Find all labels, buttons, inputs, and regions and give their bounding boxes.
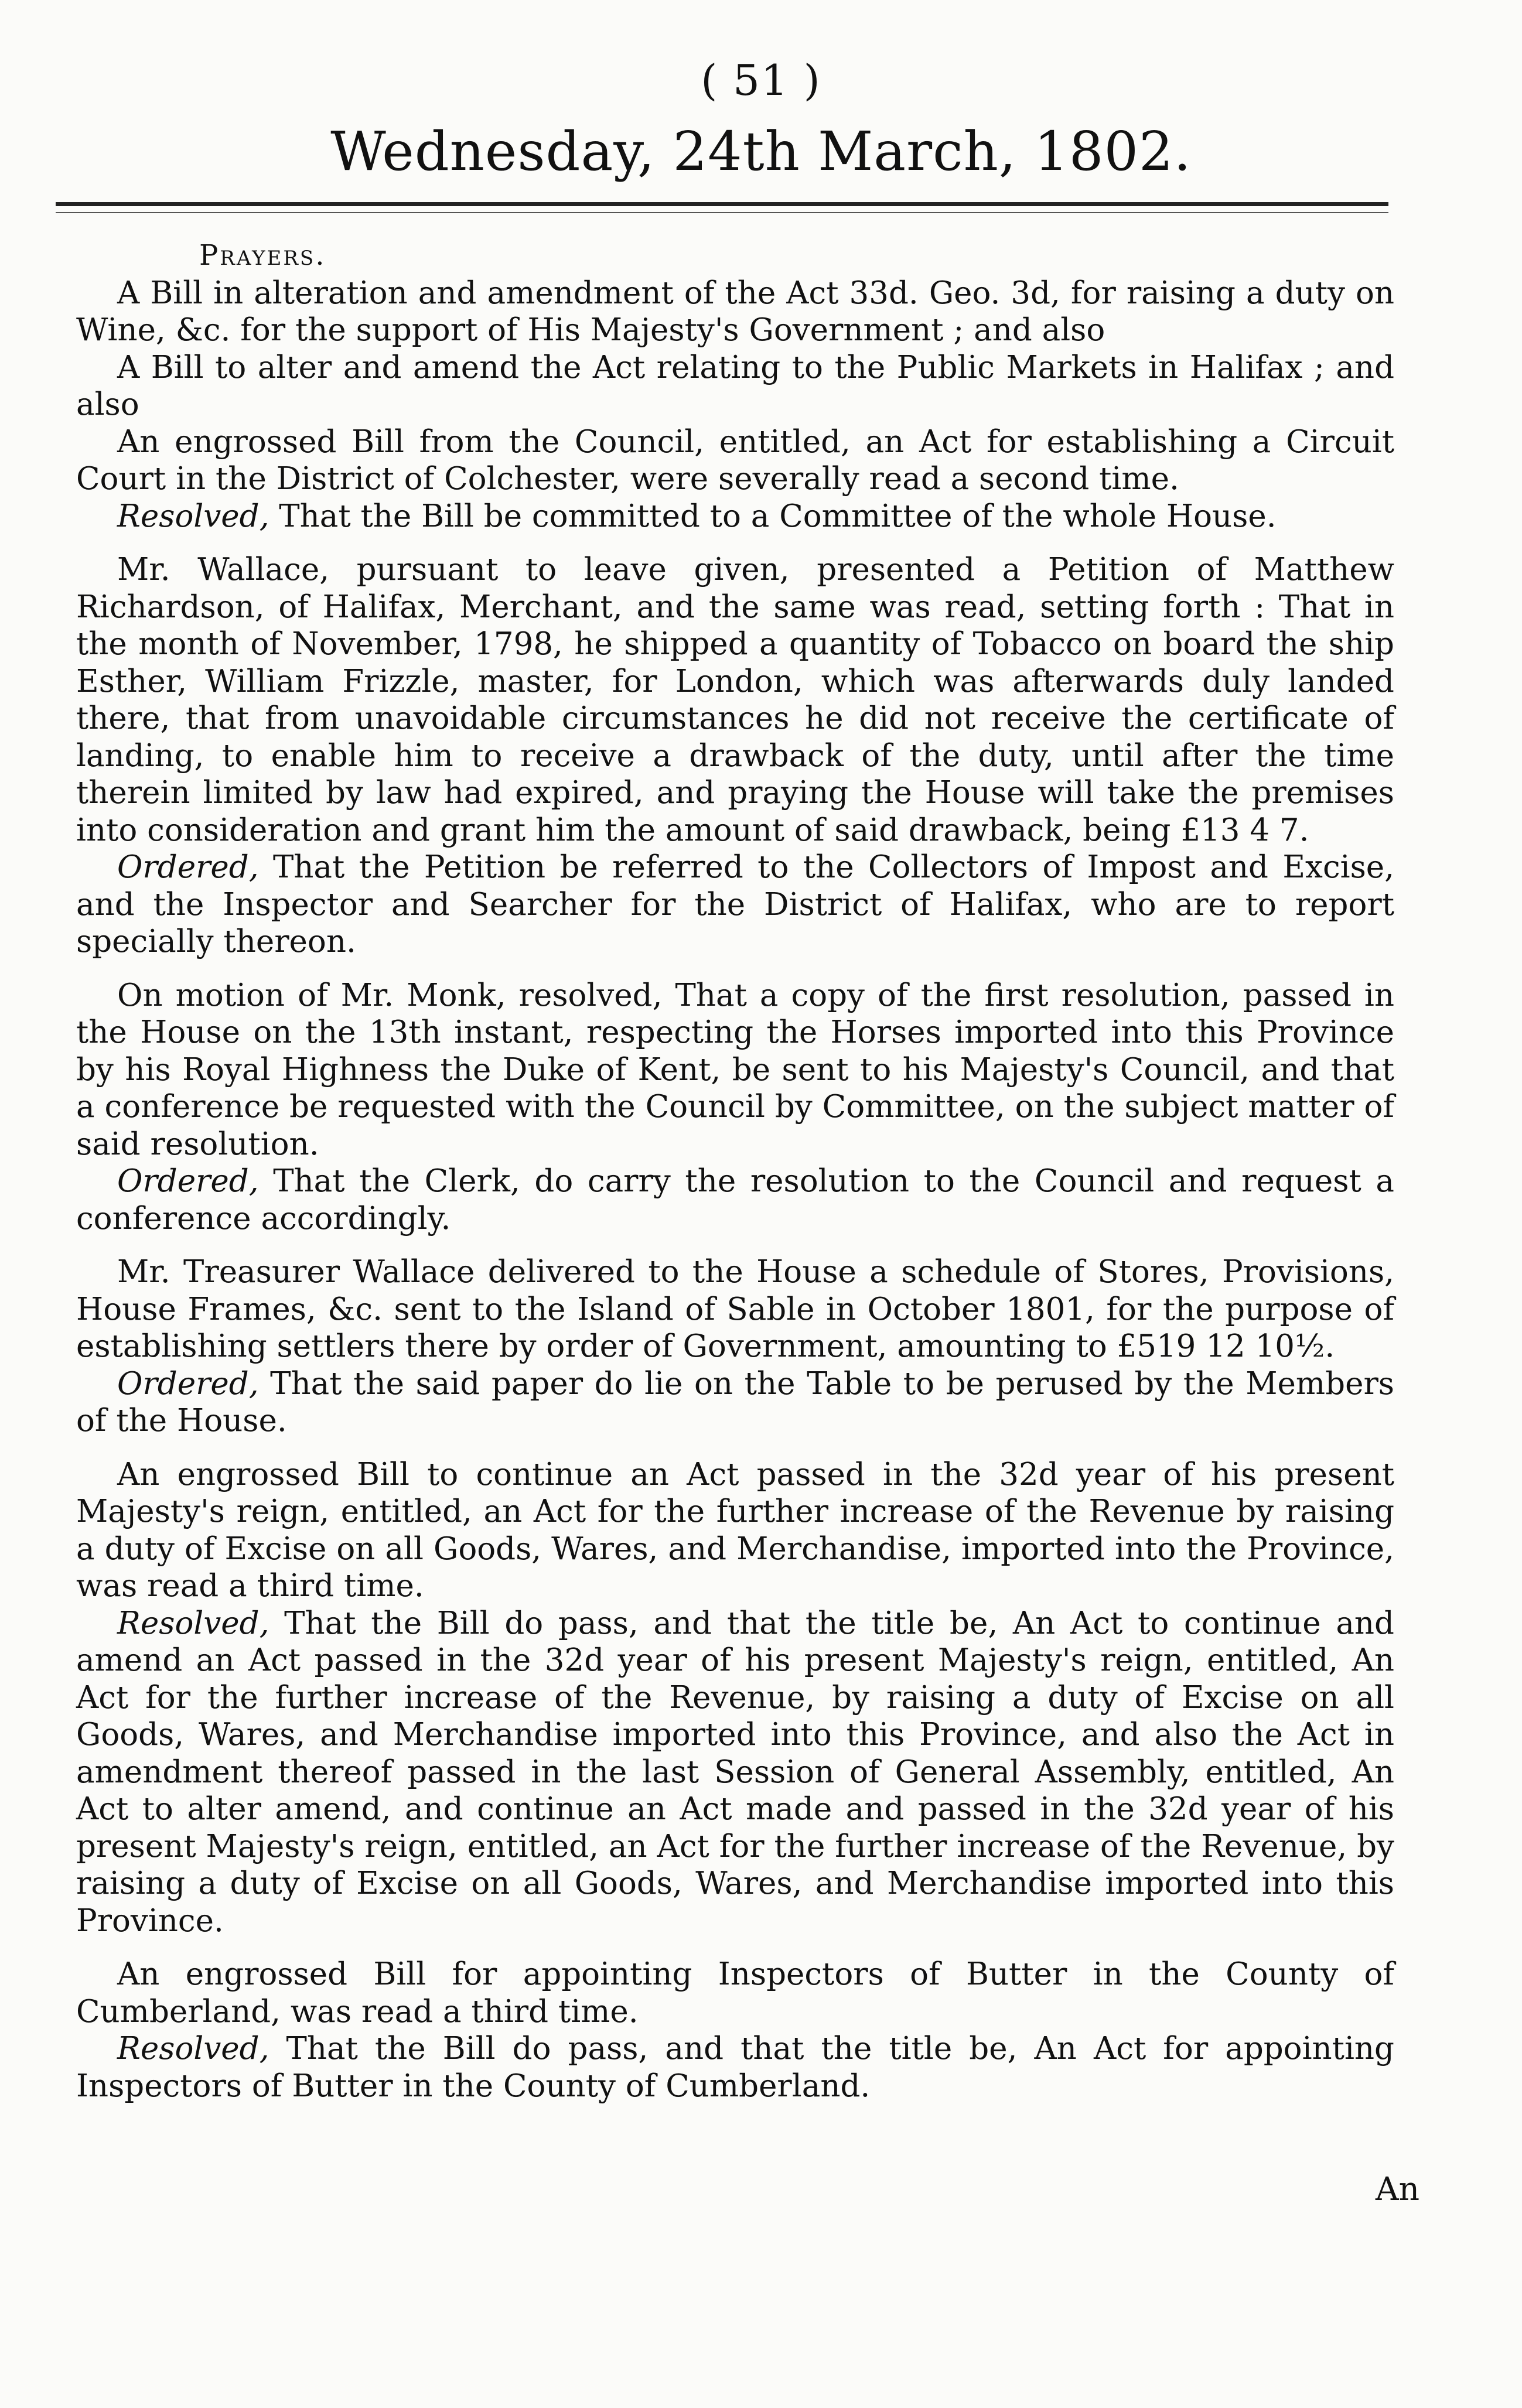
- paragraph-text: That the Petition be referred to the Collectors of Impost and Excise, and the Inspector and Searcher for the District of Halifax, who are to report specially thereon.: [76, 849, 1394, 959]
- page-number: ( 51 ): [701, 56, 821, 105]
- paragraph-lead: Resolved,: [117, 1605, 269, 1641]
- paragraph-lead: Resolved,: [117, 2031, 269, 2067]
- paragraph: [76, 551, 1394, 849]
- date-heading: Wednesday, 24th March, 1802.: [330, 120, 1192, 183]
- paragraph-text: That the Bill do pass, and that the title be, An Act to continue and amend an Act passed in the 32d year of his present Majesty's reign, entitled, An Act for the further increase of the Revenue, by raising a duty of Excise on all Goods, Wares, and Merchandise imported into this Province, and also the Act in amendment thereof passed in the last Session of General Assembly, entitled, An Act to alter amend, and continue an Act made and passed in the 32d year of his present Majesty's reign, entitled, an Act for the further increase of the Revenue, by raising a duty of Excise on all Goods, Wares, and Merchandise imported into this Province.: [76, 1605, 1394, 1939]
- paragraph: [76, 849, 1394, 961]
- paragraph-text: An engrossed Bill from the Council, entitled, an Act for establishing a Circuit Court in the District of Colchester, were severally read a second time.: [76, 423, 1394, 497]
- paragraph: [76, 1253, 1394, 1365]
- paragraph: [76, 2030, 1394, 2105]
- paragraph-lead: Ordered,: [117, 1163, 259, 1199]
- paragraph-text: That the Bill be committed to a Committee of the whole House.: [269, 498, 1277, 534]
- paragraph-text: A Bill to alter and amend the Act relating to the Public Markets in Halifax ; and also: [76, 349, 1394, 422]
- paragraph: [76, 1605, 1394, 1940]
- paragraph-text: That the Clerk, do carry the resolution to the Council and request a conference accordingly.: [76, 1163, 1394, 1237]
- paragraph: [76, 349, 1394, 423]
- paragraph: [76, 1956, 1394, 2030]
- paragraph-list: [76, 275, 1394, 2105]
- prayers-heading: Prayers.: [199, 239, 326, 272]
- paragraph-text: That the said paper do lie on the Table to be perused by the Members of the House.: [76, 1365, 1394, 1439]
- journal-body: [76, 237, 1394, 2105]
- paragraph: [76, 1365, 1394, 1440]
- catchword: An: [1375, 2170, 1419, 2208]
- paragraph: [76, 275, 1394, 349]
- paragraph: [76, 423, 1394, 498]
- paragraph-text: That the Bill do pass, and that the title be, An Act for appointing Inspectors of Butter in the County of Cumberland.: [76, 2031, 1394, 2104]
- paragraph-text: On motion of Mr. Monk, resolved, That a copy of the first resolution, passed in the House on the 13th instant, respecting the Horses imported into this Province by his Royal Highness the Duke of Kent, be sent to his Majesty's Council, and that a conference be requested with the Council by Committee, on the subject matter of said resolution.: [76, 977, 1394, 1162]
- paragraph-lead: Ordered,: [117, 1365, 259, 1402]
- paragraph-text: A Bill in alteration and amendment of the Act 33d. Geo. 3d, for raising a duty on Wine, &c. for the support of His Majesty's Government ; and also: [76, 275, 1394, 348]
- paragraph-lead: Resolved,: [117, 498, 269, 534]
- paragraph-text: Mr. Wallace, pursuant to leave given, presented a Petition of Matthew Richardson, of Halifax, Merchant, and the same was read, setting forth : That in the month of November, 1798, he shipped a quantity of Tobacco on board the ship Esther, William Frizzle, master, for London, which was afterwards duly landed there, that from unavoidable circumstances he did not receive the certificate of landing, to enable him to receive a drawback of the duty, until after the time therein limited by law had expired, and praying the House will take the premises into consideration and grant him the amount of said drawback, being £13 4 7.: [76, 552, 1394, 848]
- paragraph-lead: Ordered,: [117, 849, 259, 885]
- heading-rule-thin: [56, 212, 1388, 213]
- heading-rule: [56, 202, 1388, 206]
- paragraph-text: Mr. Treasurer Wallace delivered to the House a schedule of Stores, Provisions, House Frames, &c. sent to the Island of Sable in October 1801, for the purpose of establishing settlers there by order of Government, amounting to £519 12 10½.: [76, 1254, 1394, 1364]
- paragraph: [76, 977, 1394, 1163]
- paragraph-text: An engrossed Bill for appointing Inspectors of Butter in the County of Cumberland, was read a third time.: [76, 1956, 1394, 2030]
- paragraph-text: An engrossed Bill to continue an Act passed in the 32d year of his present Majesty's reign, entitled, an Act for the further increase of the Revenue by raising a duty of Excise on all Goods, Wares, and Merchandise, imported into the Province, was read a third time.: [76, 1456, 1394, 1604]
- paragraph: [76, 1163, 1394, 1237]
- paragraph: [76, 1456, 1394, 1605]
- paragraph: [76, 498, 1394, 535]
